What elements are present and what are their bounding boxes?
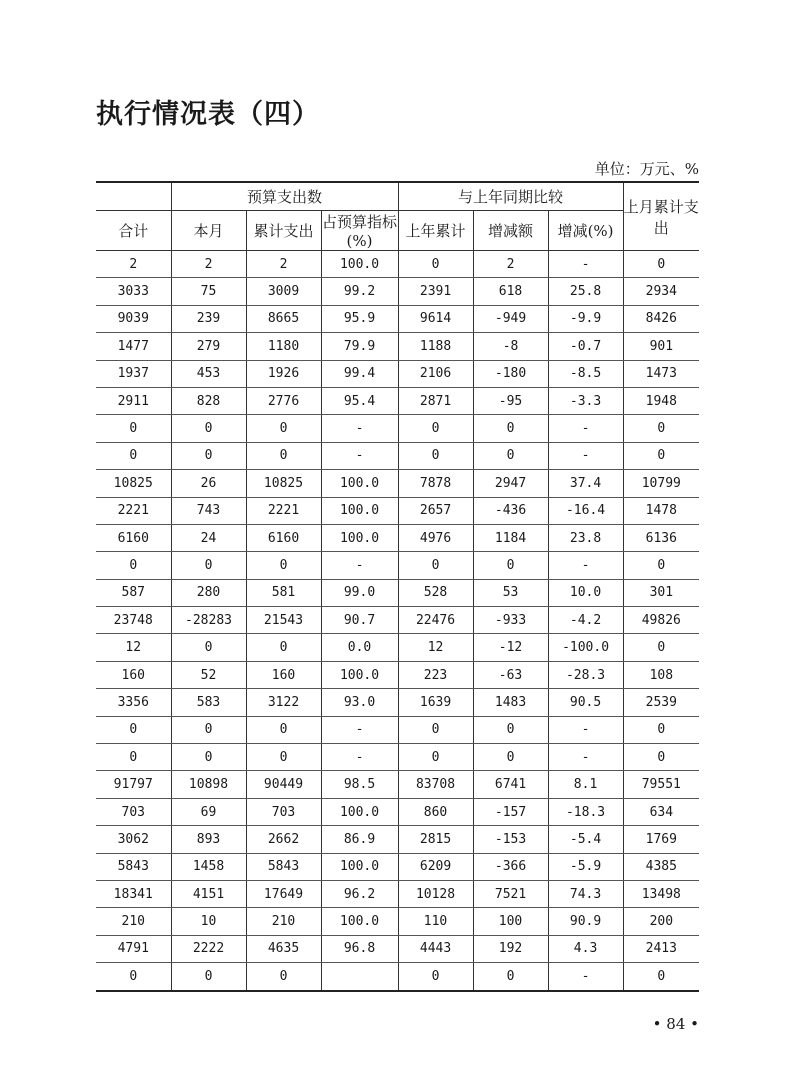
table-cell: 4976 [398, 524, 473, 551]
table-row [96, 853, 699, 880]
table-cell: 52 [171, 661, 246, 688]
table-cell: 0 [473, 963, 548, 991]
table-cell: 1473 [623, 360, 699, 387]
table-cell: 0 [96, 716, 171, 743]
header-change-pct: 增减(%) [548, 211, 623, 251]
table-cell: 223 [398, 661, 473, 688]
table-cell: 828 [171, 387, 246, 414]
table-cell: 3009 [246, 278, 321, 305]
table-cell: 0 [398, 415, 473, 442]
table-cell: -157 [473, 798, 548, 825]
table-cell: 7878 [398, 470, 473, 497]
table-cell: - [548, 552, 623, 579]
table-row [96, 771, 699, 798]
table-cell: 24 [171, 524, 246, 551]
table-cell: 90449 [246, 771, 321, 798]
table-cell: 8665 [246, 305, 321, 332]
table-cell: 98.5 [321, 771, 398, 798]
table-row [96, 661, 699, 688]
table-cell: 90.9 [548, 908, 623, 935]
table-cell: 860 [398, 798, 473, 825]
table-cell: 100 [473, 908, 548, 935]
table-cell: -5.9 [548, 853, 623, 880]
table-row [96, 442, 699, 469]
table-cell: 0 [96, 415, 171, 442]
table-cell: 1948 [623, 387, 699, 414]
table-cell: 0 [473, 744, 548, 771]
table-cell: 79551 [623, 771, 699, 798]
table-cell: 0 [398, 744, 473, 771]
table-cell: 703 [246, 798, 321, 825]
table-cell: 0 [473, 716, 548, 743]
table-cell: 10 [171, 908, 246, 935]
table-body [96, 251, 699, 991]
table-cell: 2221 [96, 497, 171, 524]
table-cell: 2871 [398, 387, 473, 414]
page-number: • 84 • [652, 1015, 699, 1033]
header-budget-ratio: 占预算指标(%) [321, 211, 398, 251]
table-cell: 69 [171, 798, 246, 825]
table-cell: 0 [398, 442, 473, 469]
table-cell: -18.3 [548, 798, 623, 825]
table-cell: 0 [246, 634, 321, 661]
table-cell: 10898 [171, 771, 246, 798]
table-cell: 1926 [246, 360, 321, 387]
table-cell: 12 [398, 634, 473, 661]
table-cell: 0 [246, 415, 321, 442]
table-cell: -949 [473, 305, 548, 332]
table-cell: 618 [473, 278, 548, 305]
table-cell: 210 [96, 908, 171, 935]
table-cell: 3122 [246, 689, 321, 716]
table-cell: 0 [171, 415, 246, 442]
table-cell: 453 [171, 360, 246, 387]
table-row [96, 689, 699, 716]
table-cell: 2106 [398, 360, 473, 387]
table-row [96, 607, 699, 634]
table-cell: 5843 [246, 853, 321, 880]
table-cell: 0 [246, 716, 321, 743]
table-cell: 0 [623, 963, 699, 991]
table-cell: 8426 [623, 305, 699, 332]
table-cell: 96.8 [321, 935, 398, 962]
table-cell: 0 [623, 552, 699, 579]
table-cell: -16.4 [548, 497, 623, 524]
table-cell: 74.3 [548, 880, 623, 907]
table-cell: -28.3 [548, 661, 623, 688]
header-blank [96, 182, 171, 211]
table-cell: 528 [398, 579, 473, 606]
table-cell: 3356 [96, 689, 171, 716]
table-row [96, 360, 699, 387]
table-cell: 2539 [623, 689, 699, 716]
table-row [96, 387, 699, 414]
table-cell: - [321, 716, 398, 743]
table-cell: 100.0 [321, 524, 398, 551]
table-cell: 4443 [398, 935, 473, 962]
table-cell: 2 [246, 251, 321, 278]
table-cell: - [548, 963, 623, 991]
table-row [96, 305, 699, 332]
table-cell: 0 [473, 442, 548, 469]
table-cell: 0.0 [321, 634, 398, 661]
table-cell: 96.2 [321, 880, 398, 907]
table-cell: 6741 [473, 771, 548, 798]
table-cell: 1477 [96, 333, 171, 360]
table-cell: 0 [398, 716, 473, 743]
table-row [96, 251, 699, 278]
table-cell: 0 [96, 963, 171, 991]
table-cell: -0.7 [548, 333, 623, 360]
table-cell: 2815 [398, 826, 473, 853]
execution-table [96, 181, 699, 992]
table-cell: 0 [171, 442, 246, 469]
table-cell: 100.0 [321, 661, 398, 688]
table-cell: 99.4 [321, 360, 398, 387]
table-cell: 893 [171, 826, 246, 853]
table-cell: 100.0 [321, 497, 398, 524]
table-cell: -933 [473, 607, 548, 634]
table-cell: 0 [171, 716, 246, 743]
table-cell: -100.0 [548, 634, 623, 661]
table-row [96, 744, 699, 771]
header-cumulative: 累计支出 [246, 211, 321, 251]
table-cell: 0 [473, 552, 548, 579]
table-cell: 2 [96, 251, 171, 278]
table-cell: 581 [246, 579, 321, 606]
table-cell: -8 [473, 333, 548, 360]
table-cell: 53 [473, 579, 548, 606]
table-cell: -436 [473, 497, 548, 524]
table-cell: 587 [96, 579, 171, 606]
table-cell: 6209 [398, 853, 473, 880]
table-cell: 0 [246, 552, 321, 579]
table-row [96, 908, 699, 935]
table-cell: 6160 [96, 524, 171, 551]
table-cell: 6136 [623, 524, 699, 551]
table-cell: 100.0 [321, 470, 398, 497]
table-cell: 1478 [623, 497, 699, 524]
table-cell: 108 [623, 661, 699, 688]
table-cell: 4151 [171, 880, 246, 907]
table-cell: 90.7 [321, 607, 398, 634]
header-total: 合计 [96, 211, 171, 251]
table-cell: 2 [171, 251, 246, 278]
table-cell: - [548, 716, 623, 743]
table-cell: 10825 [96, 470, 171, 497]
table-cell: -366 [473, 853, 548, 880]
table-cell: 83708 [398, 771, 473, 798]
table-cell: 10.0 [548, 579, 623, 606]
table-cell: 0 [96, 442, 171, 469]
header-row-group [96, 182, 699, 211]
table-cell: 100.0 [321, 853, 398, 880]
table-cell: 0 [171, 552, 246, 579]
table-cell: 100.0 [321, 798, 398, 825]
table-row [96, 278, 699, 305]
table-cell: - [548, 415, 623, 442]
table-cell: 1769 [623, 826, 699, 853]
table-cell: 4385 [623, 853, 699, 880]
table-cell: 22476 [398, 607, 473, 634]
table-cell: 86.9 [321, 826, 398, 853]
table-cell: 7521 [473, 880, 548, 907]
table-cell: 0 [246, 442, 321, 469]
table-cell: -4.2 [548, 607, 623, 634]
table-cell: 0 [246, 744, 321, 771]
table-cell: - [321, 744, 398, 771]
table-cell: 3033 [96, 278, 171, 305]
table-cell: 18341 [96, 880, 171, 907]
table-row [96, 798, 699, 825]
table-row [96, 497, 699, 524]
table-cell: 2947 [473, 470, 548, 497]
table-row [96, 579, 699, 606]
table-cell: 90.5 [548, 689, 623, 716]
table-cell: 1458 [171, 853, 246, 880]
table-cell: 110 [398, 908, 473, 935]
table-cell: 0 [398, 251, 473, 278]
table-cell: 25.8 [548, 278, 623, 305]
table-cell: 4635 [246, 935, 321, 962]
table-cell: - [548, 744, 623, 771]
table-cell: 1483 [473, 689, 548, 716]
table-cell: 91797 [96, 771, 171, 798]
table-cell: 9614 [398, 305, 473, 332]
table-cell: 279 [171, 333, 246, 360]
table-cell: 0 [623, 442, 699, 469]
table-cell: 93.0 [321, 689, 398, 716]
table-cell: 2911 [96, 387, 171, 414]
table-cell: 200 [623, 908, 699, 935]
table-cell: 280 [171, 579, 246, 606]
table-cell: 23748 [96, 607, 171, 634]
table-cell: -12 [473, 634, 548, 661]
table-cell: 95.9 [321, 305, 398, 332]
table-cell: -9.9 [548, 305, 623, 332]
table-cell: - [321, 442, 398, 469]
table-cell: 301 [623, 579, 699, 606]
table-cell: 0 [473, 415, 548, 442]
table-cell: 37.4 [548, 470, 623, 497]
table-cell: 26 [171, 470, 246, 497]
table-row [96, 524, 699, 551]
table-cell: 0 [623, 716, 699, 743]
table-cell: 1184 [473, 524, 548, 551]
page-title: 执行情况表（四） [96, 99, 320, 130]
table-cell: 743 [171, 497, 246, 524]
table-cell: 2413 [623, 935, 699, 962]
table-cell: 4791 [96, 935, 171, 962]
header-last-year: 上年累计 [398, 211, 473, 251]
table-cell: 95.4 [321, 387, 398, 414]
table-cell: -28283 [171, 607, 246, 634]
table-cell: 13498 [623, 880, 699, 907]
table-cell: 49826 [623, 607, 699, 634]
table-cell: 2391 [398, 278, 473, 305]
table-cell: 634 [623, 798, 699, 825]
table-cell: 100.0 [321, 908, 398, 935]
table-cell: 0 [171, 963, 246, 991]
table-cell: 0 [398, 552, 473, 579]
table-cell: -95 [473, 387, 548, 414]
header-compare-group: 与上年同期比较 [398, 182, 623, 211]
table-cell: 100.0 [321, 251, 398, 278]
table-row [96, 935, 699, 962]
table-cell: 79.9 [321, 333, 398, 360]
table-cell: 2221 [246, 497, 321, 524]
table-row [96, 333, 699, 360]
table-row [96, 415, 699, 442]
table-cell: - [548, 251, 623, 278]
table-cell: 0 [96, 744, 171, 771]
table-cell: 10799 [623, 470, 699, 497]
table-cell: 5843 [96, 853, 171, 880]
table-row [96, 634, 699, 661]
table-cell: 239 [171, 305, 246, 332]
table-cell: 210 [246, 908, 321, 935]
table-cell: 0 [623, 251, 699, 278]
table-row [96, 470, 699, 497]
table-cell: 12 [96, 634, 171, 661]
table-cell: 4.3 [548, 935, 623, 962]
table-cell: 0 [623, 744, 699, 771]
table-cell: 583 [171, 689, 246, 716]
table-cell: 0 [171, 634, 246, 661]
table-cell: - [548, 442, 623, 469]
table-cell: 2934 [623, 278, 699, 305]
table-cell: 2657 [398, 497, 473, 524]
table-cell: 1937 [96, 360, 171, 387]
table-cell: 0 [96, 552, 171, 579]
table-cell: 75 [171, 278, 246, 305]
table-row [96, 963, 699, 991]
table-cell: 10825 [246, 470, 321, 497]
table-cell: 1180 [246, 333, 321, 360]
table-cell: 0 [171, 744, 246, 771]
table-cell: -8.5 [548, 360, 623, 387]
table-cell: 192 [473, 935, 548, 962]
table-cell: 23.8 [548, 524, 623, 551]
table-cell: - [321, 415, 398, 442]
table-cell: 1188 [398, 333, 473, 360]
table-cell: -153 [473, 826, 548, 853]
header-change-amount: 增减额 [473, 211, 548, 251]
header-last-month: 上月累计支出 [623, 182, 699, 251]
table-cell: 99.2 [321, 278, 398, 305]
table-cell: -5.4 [548, 826, 623, 853]
table-cell: 2 [473, 251, 548, 278]
table-cell: 2222 [171, 935, 246, 962]
table-cell: 2662 [246, 826, 321, 853]
table-cell: 99.0 [321, 579, 398, 606]
table-cell: - [321, 552, 398, 579]
table-cell: -63 [473, 661, 548, 688]
table-row [96, 552, 699, 579]
table-cell [321, 963, 398, 991]
table-cell: -180 [473, 360, 548, 387]
header-this-month: 本月 [171, 211, 246, 251]
table-cell: 6160 [246, 524, 321, 551]
table-row [96, 716, 699, 743]
header-row-columns [96, 211, 699, 251]
table-cell: 160 [96, 661, 171, 688]
table-row [96, 826, 699, 853]
table-cell: 703 [96, 798, 171, 825]
table-cell: 901 [623, 333, 699, 360]
table-cell: -3.3 [548, 387, 623, 414]
table-cell: 8.1 [548, 771, 623, 798]
table-cell: 1639 [398, 689, 473, 716]
table-cell: 0 [623, 415, 699, 442]
table-cell: 0 [623, 634, 699, 661]
table-cell: 9039 [96, 305, 171, 332]
table-cell: 2776 [246, 387, 321, 414]
header-budget-group: 预算支出数 [171, 182, 398, 211]
table-row [96, 880, 699, 907]
table-cell: 21543 [246, 607, 321, 634]
table-cell: 160 [246, 661, 321, 688]
table-cell: 10128 [398, 880, 473, 907]
table-cell: 17649 [246, 880, 321, 907]
unit-label: 单位：万元、% [594, 160, 699, 178]
table-cell: 0 [246, 963, 321, 991]
table-cell: 3062 [96, 826, 171, 853]
table-cell: 0 [398, 963, 473, 991]
